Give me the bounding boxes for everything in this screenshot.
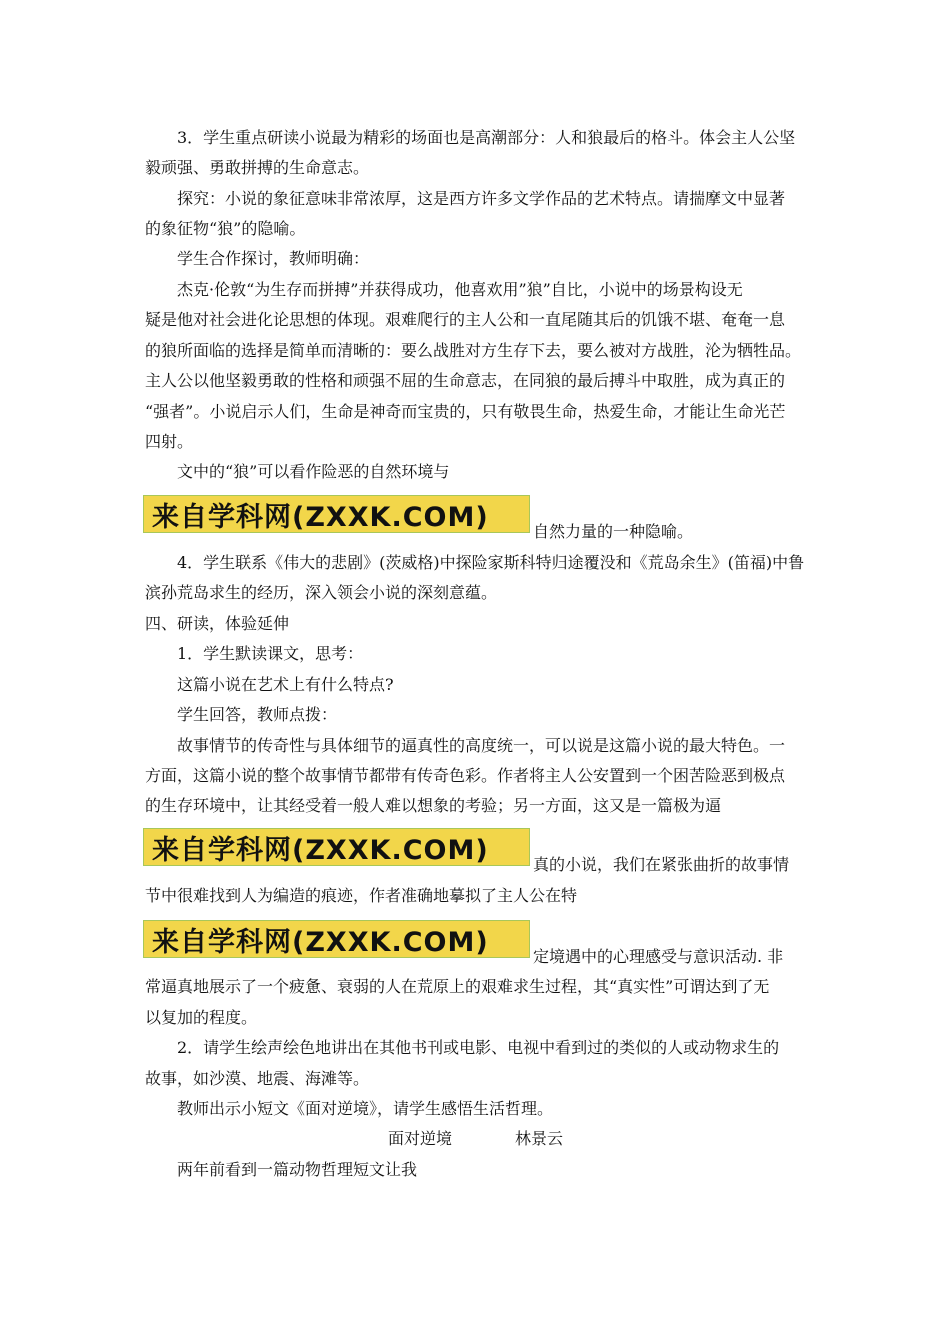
paragraph-line: 真的小说，我们在紧张曲折的故事情	[533, 855, 790, 874]
paragraph-line: 的狼所面临的选择是简单而清晰的：要么战胜对方生存下去，要么被对方战胜，沦为牺牲品。	[145, 341, 802, 360]
paragraph-line: 2．请学生绘声绘色地讲出在其他书刊或电影、电视中看到过的类似的人或动物求生的	[177, 1038, 780, 1057]
paragraph-line: 1．学生默读课文，思考：	[177, 644, 364, 663]
paragraph-line: 自然力量的一种隐喻。	[533, 522, 694, 541]
paragraph-line: 的生存环境中，让其经受着一般人难以想象的考验；另一方面，这又是一篇极为逼	[145, 796, 722, 815]
paragraph-line: 两年前看到一篇动物哲理短文让我	[177, 1160, 418, 1179]
paragraph-line: 毅顽强、勇敢拼搏的生命意志。	[145, 158, 370, 177]
watermark-banner: 来自学科网(ZXXK.COM)	[143, 495, 530, 533]
paragraph-line: 杰克·伦敦“为生存而拼搏”并获得成功，他喜欢用”狼”自比，小说中的场景构设无	[177, 280, 743, 299]
paragraph-line: 3．学生重点研读小说最为精彩的场面也是高潮部分：人和狼最后的格斗。体会主人公坚	[177, 128, 796, 147]
paragraph-line: 节中很难找到人为编造的痕迹，作者准确地摹拟了主人公在特	[145, 886, 578, 905]
paragraph-line: 4．学生联系《伟大的悲剧》(茨威格)中探险家斯科特归途覆没和《荒岛余生》(笛福)中鲁	[177, 553, 805, 572]
paragraph-line: 定境遇中的心理感受与意识活动. 非	[533, 947, 784, 966]
paragraph-line: 探究：小说的象征意味非常浓厚，这是西方许多文学作品的艺术特点。请揣摩文中显著	[177, 189, 786, 208]
paragraph-line: 教师出示小短文《面对逆境》，请学生感悟生活哲理。	[177, 1099, 554, 1118]
essay-author: 林景云	[515, 1129, 564, 1148]
paragraph-line: 故事情节的传奇性与具体细节的逼真性的高度统一，可以说是这篇小说的最大特色。一	[177, 736, 786, 755]
paragraph-line: 以复加的程度。	[145, 1008, 258, 1027]
paragraph-line: 这篇小说在艺术上有什么特点?	[177, 675, 394, 694]
paragraph-line: 的象征物“狼”的隐喻。	[145, 219, 306, 238]
paragraph-line: 文中的“狼”可以看作险恶的自然环境与	[177, 462, 450, 481]
paragraph-line: 四射。	[145, 432, 194, 451]
paragraph-line: 故事，如沙漠、地震、海滩等。	[145, 1069, 370, 1088]
paragraph-line: 学生回答，教师点拨：	[177, 705, 338, 724]
paragraph-line: “强者”。小说启示人们，生命是神奇而宝贵的，只有敬畏生命，热爱生命，才能让生命光芒	[145, 402, 786, 421]
watermark-banner: 来自学科网(ZXXK.COM)	[143, 828, 530, 866]
paragraph-line: 学生合作探讨，教师明确：	[177, 249, 370, 268]
paragraph-line: 滨孙荒岛求生的经历，深入领会小说的深刻意蕴。	[145, 583, 498, 602]
paragraph-line: 主人公以他坚毅勇敢的性格和顽强不屈的生命意志，在同狼的最后搏斗中取胜，成为真正的	[145, 371, 786, 390]
paragraph-line: 疑是他对社会进化论思想的体现。艰难爬行的主人公和一直尾随其后的饥饿不堪、奄奄一息	[145, 310, 786, 329]
essay-title: 面对逆境	[388, 1129, 453, 1148]
paragraph-line: 常逼真地展示了一个疲惫、衰弱的人在荒原上的艰难求生过程，其“真实性”可谓达到了无	[145, 977, 770, 996]
paragraph-line: 方面，这篇小说的整个故事情节都带有传奇色彩。作者将主人公安置到一个困苦险恶到极点	[145, 766, 786, 785]
section-heading: 四、研读，体验延伸	[145, 614, 290, 633]
watermark-banner: 来自学科网(ZXXK.COM)	[143, 920, 530, 958]
